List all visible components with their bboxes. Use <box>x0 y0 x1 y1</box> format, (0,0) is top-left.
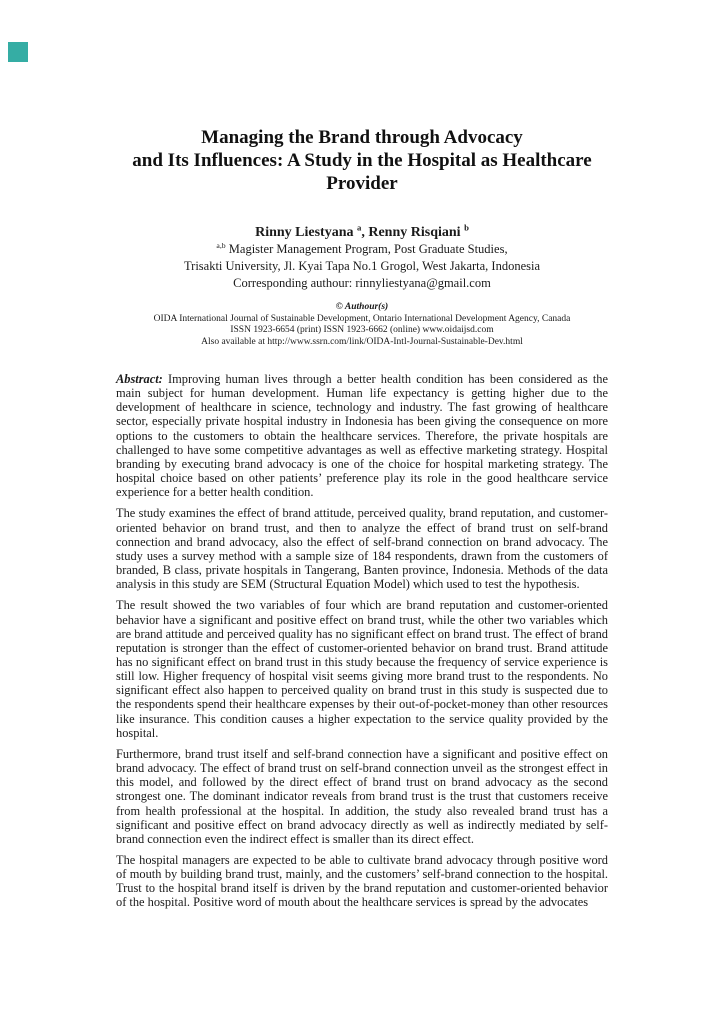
corresponding-author-line: Corresponding authour: rinnyliestyana@gmail.com <box>233 276 491 290</box>
abstract-section <box>116 372 608 910</box>
copyright-line: © Authour(s) <box>335 302 389 312</box>
abstract-paragraph-3: The result showed the two variables of four which are brand reputation and customer-oriented behavior have a significant and positive effect on brand trust, while the other two variables which are brand attitude and perceived quality has no significant effect on brand trust. The effect of brand reputation is stronger than the effect of customer-oriented behavior on brand trust. Brand attitude has no significant effect on brand trust in this study because the frequency of service experience is still low. Higher frequency of hospital visit seems giving more brand trust to the respondents. No significant effect also happen to perceived quality on brand trust in this study is suspected due to the respondents spend their healthcare expenses by their out-of-pocket-money than other resources like insurance. This condition causes a higher expectation to the service quality provided by the hospital. <box>116 598 608 740</box>
title-line-1: Managing the Brand through Advocacy <box>201 127 523 148</box>
author-separator: , <box>361 225 369 240</box>
abstract-paragraph-1 <box>116 372 608 499</box>
issn-line: ISSN 1923-6654 (print) ISSN 1923-6662 (online) www.oidaijsd.com <box>230 325 494 335</box>
affiliation-superscript: a,b <box>216 240 226 250</box>
abstract-label: Abstract: <box>116 372 163 386</box>
affiliation-line-2: Trisakti University, Jl. Kyai Tapa No.1 Grogol, West Jakarta, Indonesia <box>183 259 541 273</box>
author-1-name: Rinny Liestyana <box>255 225 354 240</box>
author-byline <box>106 224 618 241</box>
title-line-2: and Its Influences: A Study in the Hospital as Healthcare <box>132 150 592 171</box>
author-2-name: Renny Risqiani <box>368 225 461 240</box>
paper-header <box>106 0 618 348</box>
affiliation-program: Magister Management Program, Post Graduate Studies, <box>225 242 508 256</box>
abstract-paragraph-2: The study examines the effect of brand attitude, perceived quality, brand reputation, and customer-oriented behavior on brand trust, and then to analyze the effect of brand trust on self-brand connection and brand advocacy, also the effect of self-brand connection on brand advocacy. The study uses a survey method with a sample size of 184 respondents, drawn from the customers of branded, B class, private hospitals in Tangerang, Banten province, Indonesia. Methods of the data analysis in this study are SEM (Structural Equation Model) which used to test the hypothesis. <box>116 506 608 592</box>
publisher-block <box>106 302 618 348</box>
abstract-paragraph-5: The hospital managers are expected to be able to cultivate brand advocacy through positive word of mouth by building brand trust, mainly, and the customers’ self-brand connection to the hospital. Trust to the hospital brand itself is driven by the brand reputation and customer-oriented behavior of the hospital. Positive word of mouth about the healthcare services is spread by the advocates <box>116 853 608 910</box>
author-1-superscript: a <box>357 222 362 233</box>
affiliation-line-1 <box>106 241 618 258</box>
journal-name-line: OIDA International Journal of Sustainable Development, Ontario International Development Agency, Canada <box>153 313 571 324</box>
title-line-3: Provider <box>326 173 398 194</box>
author-2-superscript: b <box>464 222 469 233</box>
abstract-paragraph-4: Furthermore, brand trust itself and self-brand connection have a significant and positive effect on brand advocacy. The effect of brand trust on self-brand connection unveil as the strongest effect in this model, and followed by the direct effect of brand trust on brand advocacy as the second strongest one. The dominant indicator reveals from brand trust is the trust that customers receive from health professional at the hospital. In addition, the study also revealed brand trust has a significant and positive effect on brand advocacy directly as well as indirectly mediated by self-brand connection even the indirect effect is smaller than its direct effect. <box>116 746 608 846</box>
affiliation-block <box>106 241 618 292</box>
availability-line: Also available at http://www.ssrn.com/link/OIDA-Intl-Journal-Sustainable-Dev.html <box>201 336 523 347</box>
abstract-paragraph-1-text: Improving human lives through a better health condition has been considered as the main subject for human development. Human life expectancy is getting higher due to the development of healthcare in science, technology and industry. The fast growing of healthcare sector, especially private hospital industry in Indonesia has been giving the consequence on more options to the customers to obtain the healthcare services. Therefore, the private hospitals are challenged to have some competitive advantages as well as effective marketing strategy. Hospital branding by executing brand advocacy is one of the choice for hospital marketing strategy. The hospital choice based on other patients’ preference play its role in the good healthcare service experience for a better health condition. <box>116 372 608 500</box>
teal-annotation-square <box>8 42 28 62</box>
paper-title <box>106 126 618 195</box>
